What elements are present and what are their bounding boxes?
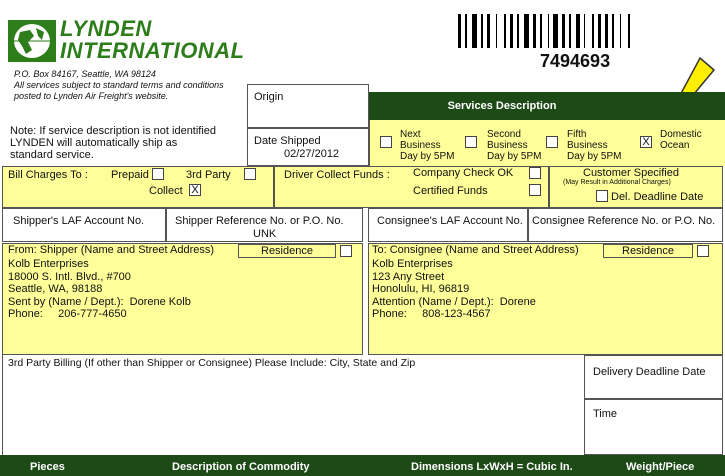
barcode-bar [517,14,519,48]
barcode-bar [540,14,542,48]
fifth-day-label: Fifth Business Day by 5PM [567,129,622,162]
customer-specified-label: Customer Specified [583,167,679,179]
consignee-phone: Phone: 808-123-4567 [372,308,491,320]
barcode-bar [562,14,565,48]
consignee-residence-label: Residence [622,245,674,257]
shipper-header: From: Shipper (Name and Street Address) [8,244,215,256]
description-header: Description of Commodity [172,461,310,473]
commodity-header [0,455,725,476]
barcode-bar [620,14,622,48]
company-check-label: Company Check OK [413,167,514,179]
barcode-bar [465,14,467,48]
driver-collect-label: Driver Collect Funds : [284,169,390,181]
company-check-checkbox[interactable] [529,167,541,179]
consignee-ref-label: Consignee Reference No. or P.O. No. [532,215,716,227]
consignee-laf-box[interactable] [368,208,528,242]
deadline-label: Del. Deadline Date [611,191,704,203]
barcode-bar [487,14,490,48]
barcode-bar [548,14,550,48]
certified-funds-label: Certified Funds [413,185,488,197]
barcode-bar [598,14,601,48]
date-shipped-box[interactable] [247,128,369,166]
shipper-laf-box[interactable] [2,208,166,242]
barcode-bar [458,14,461,48]
collect-checkbox[interactable]: X [189,184,201,196]
dimensions-header: Dimensions LxWxH = Cubic In. [411,461,573,473]
barcode-bar [510,14,513,48]
shipper-street: 18000 S. Intl. Blvd., #700 [8,270,131,283]
barcode [458,14,644,48]
delivery-deadline-box[interactable] [584,355,723,399]
barcode-bar [496,14,498,48]
barcode-bar [605,14,608,48]
second-day-label: Second Business Day by 5PM [487,129,542,162]
logo-line2: INTERNATIONAL [60,38,245,63]
barcode-bar [472,14,477,48]
pieces-header: Pieces [30,461,65,473]
barcode-bar [628,14,630,48]
fifth-day-checkbox[interactable] [546,136,558,148]
date-shipped-value: 02/27/2012 [284,148,340,160]
logo-line1: LYNDEN [60,16,152,41]
consignee-name: Kolb Enterprises [372,258,453,270]
consignee-details [372,258,536,321]
shipper-phone: Phone: 206-777-4650 [8,308,127,320]
domestic-ocean-checkbox[interactable]: X [640,136,652,148]
consignee-attention: Attention (Name / Dept.): Dorene [372,295,536,308]
shipper-ref-label: Shipper Reference No. or P.O. No. [175,215,344,227]
shipper-name: Kolb Enterprises [8,258,89,270]
globe-icon [8,20,56,62]
barcode-bar [533,14,536,48]
consignee-residence-checkbox[interactable] [697,245,709,257]
consignee-street: 123 Any Street [372,270,445,283]
customer-specified-sub: (May Result in Additional Charges) [563,179,671,186]
shipper-residence-label: Residence [261,245,313,257]
shipper-residence [238,244,336,258]
origin-box[interactable] [247,84,369,128]
third-party-label: 3rd Party [186,169,231,181]
barcode-bar [504,14,506,48]
terms-line1: All services subject to standard terms and conditions [14,80,224,90]
consignee-residence [603,244,693,258]
note-line2: LYNDEN will automatically ship as [10,137,178,149]
barcode-bar [553,14,558,48]
services-header [369,92,635,120]
shipper-ref-box[interactable] [166,208,363,242]
prepaid-checkbox[interactable] [152,168,164,180]
third-party-billing-box[interactable] [2,355,584,455]
deadline-checkbox[interactable] [596,190,608,202]
company-address: P.O. Box 84167, Seattle, WA 98124 [14,69,156,79]
shipper-laf-label: Shipper's LAF Account No. [13,215,145,227]
shipper-ref-value: UNK [253,228,277,240]
barcode-bar [569,14,571,48]
time-label: Time [593,408,618,420]
shipper-city: Seattle, WA, 98188 [8,283,103,295]
origin-label: Origin [254,91,284,103]
consignee-city: Honolulu, HI, 96819 [372,283,470,295]
date-shipped-label: Date Shipped [254,135,321,147]
company-logo [8,14,268,66]
domestic-ocean-label: Domestic Ocean [660,129,702,151]
certified-funds-checkbox[interactable] [529,184,541,196]
barcode-bar [576,14,579,48]
delivery-deadline-label: Delivery Deadline Date [593,366,706,378]
consignee-header: To: Consignee (Name and Street Address) [372,244,579,256]
consignee-ref-box[interactable] [528,208,723,242]
prepaid-label: Prepaid [111,169,149,181]
next-day-label: Next Business Day by 5PM [400,129,455,162]
note-line3: standard service. [10,149,94,161]
bill-charges-label: Bill Charges To : [8,169,88,181]
shipper-sent-by: Sent by (Name / Dept.): Dorene Kolb [8,295,191,308]
barcode-bar [592,14,594,48]
services-header-ext [635,92,725,120]
barcode-bar [612,14,614,48]
shipper-residence-checkbox[interactable] [340,245,352,257]
barcode-bar [584,14,586,48]
terms-line2: posted to Lynden Air Freight's website. [14,91,169,101]
collect-label: Collect [149,185,183,197]
barcode-bar [524,14,529,48]
barcode-bar [481,14,483,48]
note-text [10,125,216,161]
consignee-laf-label: Consignee's LAF Account No. [377,215,523,227]
next-day-checkbox[interactable] [380,136,392,148]
weight-header: Weight/Piece [626,461,695,473]
second-day-checkbox[interactable] [465,136,477,148]
third-party-billing-label: 3rd Party Billing (If other than Shipper or Consignee) Please Include: City, State and Zip [8,357,416,369]
barcode-number: 7494693 [540,51,611,71]
time-box[interactable] [584,399,723,455]
shipper-details [8,258,191,321]
third-party-checkbox[interactable] [244,168,256,180]
services-header-label: Services Description [447,100,557,112]
note-line1: Note: If service description is not identified [10,125,217,137]
